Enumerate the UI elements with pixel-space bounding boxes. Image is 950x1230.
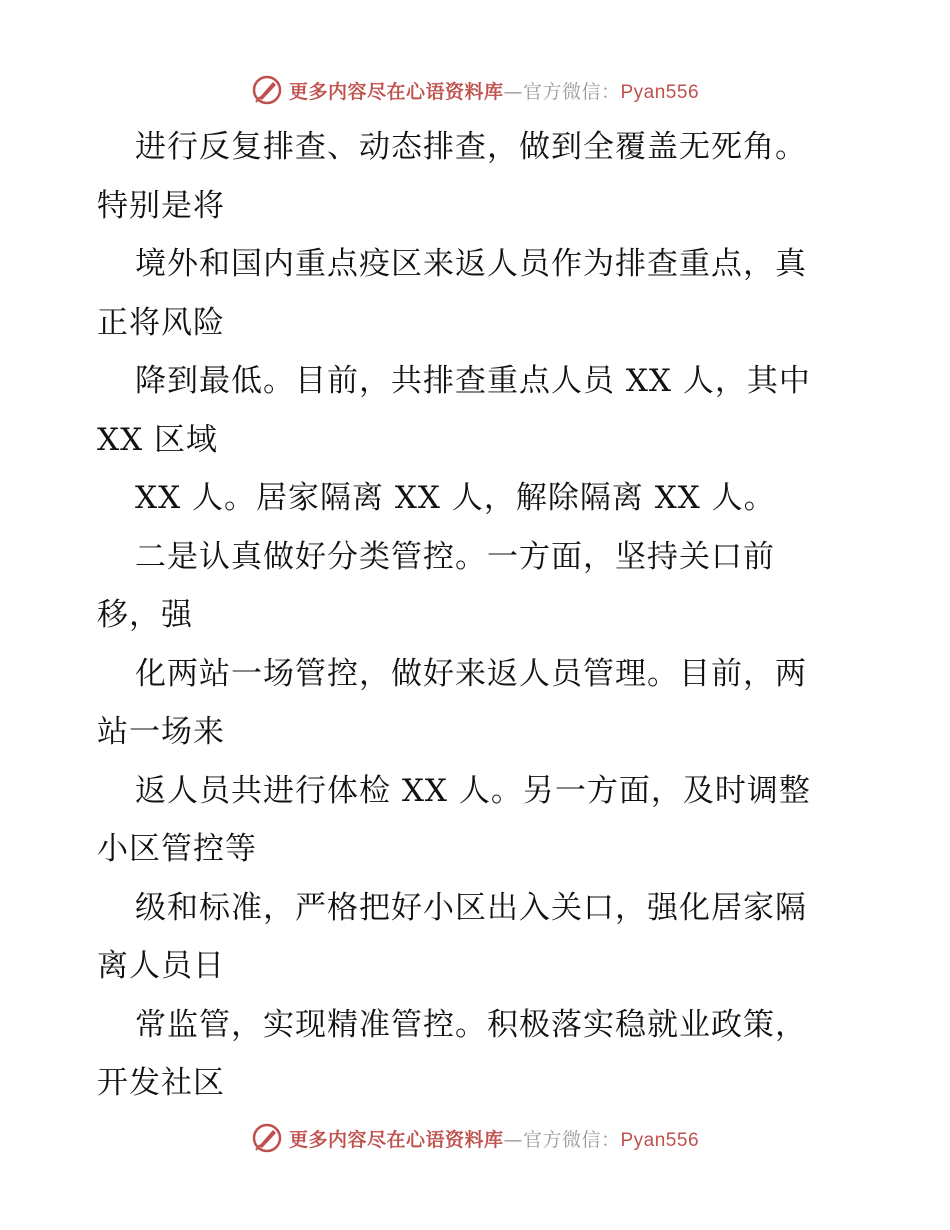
document-body (97, 118, 877, 1113)
text-line: 二是认真做好分类管控。一方面，坚持关口前 (135, 538, 775, 575)
text-line: 进行反复排查、动态排查，做到全覆盖无死角。 (135, 129, 807, 165)
watermark-wechat-id: Pyan556 (620, 1129, 700, 1151)
watermark-dash: — (503, 80, 523, 103)
header-watermark (0, 70, 950, 110)
quill-pen-icon (251, 74, 283, 106)
watermark-text (289, 1125, 699, 1152)
watermark-wechat-id: Pyan556 (620, 81, 700, 103)
watermark-wechat-label: 官方微信： (522, 80, 621, 103)
text-line: 正将风险 (97, 304, 225, 341)
text-line: 返人员共进行体检 XX 人。另一方面，及时调整 (135, 772, 811, 809)
text-line: 常监管，实现精准管控。积极落实稳就业政策， (135, 1006, 807, 1043)
text-line: XX 人。居家隔离 XX 人，解除隔离 XX 人。 (135, 480, 776, 516)
text-line: 开发社区 (97, 1065, 225, 1101)
text-line: XX 区域 (97, 421, 218, 458)
text-line: 小区管控等 (97, 831, 257, 867)
watermark-text (289, 77, 699, 104)
text-line: 特别是将 (97, 187, 225, 224)
footer-watermark (0, 1118, 950, 1158)
watermark-wechat-label: 官方微信： (522, 1128, 621, 1151)
watermark-main-text: 更多内容尽在心语资料库 (288, 80, 504, 103)
text-line: 级和标准，严格把好小区出入关口，强化居家隔 (135, 889, 807, 926)
watermark-dash: — (503, 1128, 523, 1151)
quill-pen-icon (251, 1122, 283, 1154)
text-line: 站一场来 (97, 714, 225, 750)
text-line: 化两站一场管控，做好来返人员管理。目前，两 (135, 655, 807, 692)
text-line: 移，强 (97, 597, 193, 633)
text-line: 降到最低。目前，共排查重点人员 XX 人，其中 (135, 363, 811, 399)
text-line: 境外和国内重点疫区来返人员作为排查重点，真 (135, 246, 807, 282)
text-line: 离人员日 (97, 948, 225, 984)
watermark-main-text: 更多内容尽在心语资料库 (288, 1128, 504, 1151)
